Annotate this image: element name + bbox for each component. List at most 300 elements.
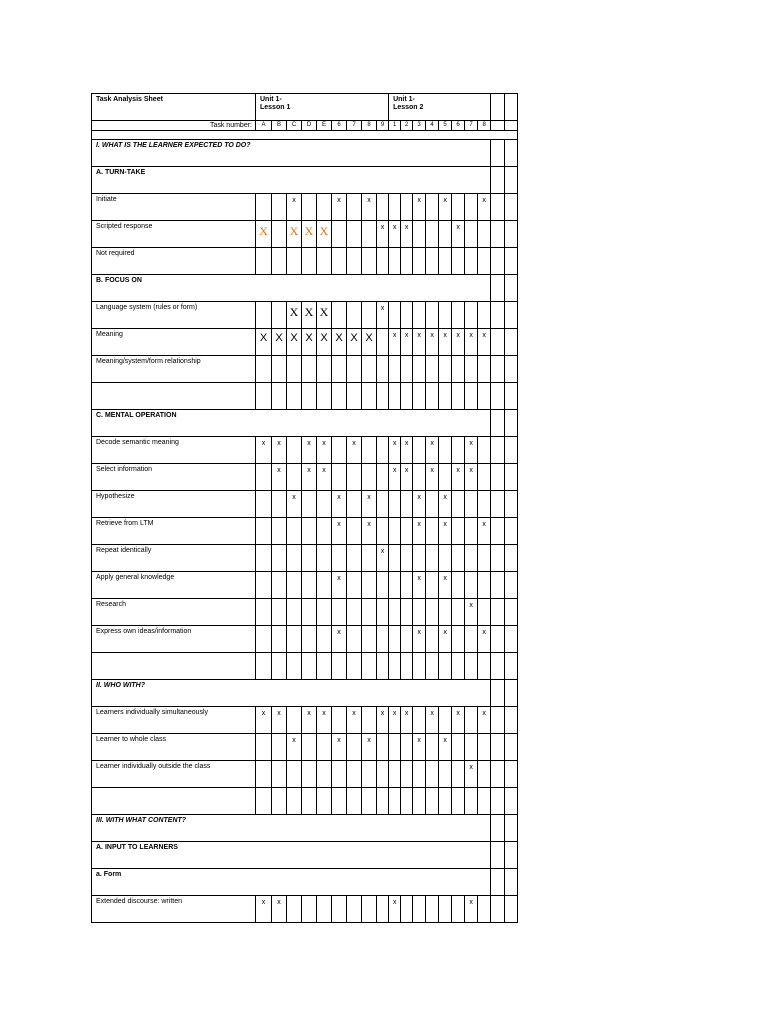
mark-cell: [401, 761, 413, 788]
mark-cell: [377, 734, 389, 761]
mark-cell: x: [317, 437, 332, 464]
row-label: Select information: [92, 464, 256, 491]
mark-cell: x: [401, 329, 413, 356]
mark-cell: x: [426, 464, 439, 491]
mark-cell: x: [389, 707, 401, 734]
mark-cell: [347, 599, 362, 626]
task-number-cell: 6: [332, 121, 347, 131]
mark-cell: [272, 599, 287, 626]
mark-cell: [426, 518, 439, 545]
mark-cell: [389, 626, 401, 653]
row-label: Meaning/system/form relationship: [92, 356, 256, 383]
title-row: [92, 94, 518, 121]
mark-cell: [256, 248, 272, 275]
mark-cell: [377, 626, 389, 653]
mark-cell: [401, 626, 413, 653]
mark-cell: [256, 464, 272, 491]
mark-cell: x: [332, 491, 347, 518]
mark-cell: [377, 761, 389, 788]
row-label: Meaning: [92, 329, 256, 356]
task-row: [92, 896, 518, 923]
mark-cell: [426, 626, 439, 653]
mark-cell: x: [317, 464, 332, 491]
mark-cell: [465, 221, 478, 248]
mark-cell: [426, 761, 439, 788]
mark-cell: [317, 356, 332, 383]
mark-cell: [272, 383, 287, 410]
mark-cell: x: [478, 518, 491, 545]
task-number-cell: B: [272, 121, 287, 131]
mark-cell: X: [317, 221, 332, 248]
spacer-row: [92, 131, 518, 140]
mark-cell: [362, 626, 377, 653]
mark-cell: [256, 653, 272, 680]
mark-cell: [272, 626, 287, 653]
task-number-cell: 7: [465, 121, 478, 131]
spare-column-cell: [491, 329, 505, 356]
mark-cell: [452, 518, 465, 545]
mark-cell: [362, 464, 377, 491]
mark-cell: [439, 896, 452, 923]
row-label: Initiate: [92, 194, 256, 221]
mark-cell: [426, 194, 439, 221]
mark-cell: [332, 383, 347, 410]
mark-cell: [465, 788, 478, 815]
spare-column-cell: [491, 572, 505, 599]
mark-cell: [389, 302, 401, 329]
task-row: [92, 761, 518, 788]
spare-column-cell: [505, 464, 518, 491]
mark-cell: [377, 464, 389, 491]
mark-cell: [317, 545, 332, 572]
mark-cell: x: [439, 518, 452, 545]
mark-cell: x: [377, 545, 389, 572]
mark-cell: [287, 599, 302, 626]
mark-cell: [413, 545, 426, 572]
task-row: [92, 734, 518, 761]
spare-column-cell: [505, 680, 518, 707]
unit-1-lesson-1-header: [256, 94, 389, 121]
section-header: I. WHAT IS THE LEARNER EXPECTED TO DO?: [92, 140, 491, 167]
mark-cell: X: [302, 302, 317, 329]
mark-cell: x: [465, 761, 478, 788]
mark-cell: [389, 383, 401, 410]
mark-cell: x: [347, 437, 362, 464]
mark-cell: [465, 491, 478, 518]
mark-cell: [302, 734, 317, 761]
mark-cell: x: [401, 707, 413, 734]
spare-column-cell: [491, 518, 505, 545]
row-label: Learner individually outside the class: [92, 761, 256, 788]
row-label: Not required: [92, 248, 256, 275]
spare-column-cell: [491, 491, 505, 518]
mark-cell: [426, 383, 439, 410]
mark-cell: x: [332, 194, 347, 221]
task-analysis-table: [91, 93, 518, 923]
mark-cell: x: [413, 518, 426, 545]
mark-cell: [287, 356, 302, 383]
mark-cell: [413, 437, 426, 464]
mark-cell: x: [413, 491, 426, 518]
mark-cell: [287, 248, 302, 275]
mark-cell: [389, 761, 401, 788]
spare-column-cell: [505, 437, 518, 464]
mark-cell: x: [439, 329, 452, 356]
mark-cell: [317, 248, 332, 275]
row-label: Learner to whole class: [92, 734, 256, 761]
mark-cell: [426, 545, 439, 572]
mark-cell: [401, 734, 413, 761]
mark-cell: X: [317, 329, 332, 356]
spare-column-cell: [491, 626, 505, 653]
spare-column-cell: [505, 896, 518, 923]
mark-cell: x: [413, 734, 426, 761]
mark-cell: [332, 545, 347, 572]
mark-cell: x: [377, 221, 389, 248]
spare-column-cell: [491, 356, 505, 383]
mark-cell: [287, 788, 302, 815]
mark-cell: X: [256, 221, 272, 248]
mark-cell: [426, 356, 439, 383]
mark-cell: [439, 356, 452, 383]
mark-cell: [332, 707, 347, 734]
mark-cell: [377, 437, 389, 464]
spare-column-cell: [491, 383, 505, 410]
mark-cell: X: [347, 329, 362, 356]
mark-cell: X: [332, 329, 347, 356]
mark-cell: [272, 356, 287, 383]
mark-cell: [389, 788, 401, 815]
section-header: III. WITH WHAT CONTENT?: [92, 815, 491, 842]
spare-column-cell: [505, 302, 518, 329]
spare-column-cell: [491, 302, 505, 329]
spare-column-cell: [505, 518, 518, 545]
row-label: Express own ideas/information: [92, 626, 256, 653]
mark-cell: [317, 734, 332, 761]
mark-cell: [465, 194, 478, 221]
mark-cell: [332, 896, 347, 923]
mark-cell: [287, 761, 302, 788]
mark-cell: [452, 599, 465, 626]
task-number-cell: D: [302, 121, 317, 131]
mark-cell: [452, 896, 465, 923]
mark-cell: [302, 383, 317, 410]
mark-cell: [347, 653, 362, 680]
mark-cell: [413, 464, 426, 491]
mark-cell: x: [332, 626, 347, 653]
mark-cell: [401, 653, 413, 680]
task-row: [92, 626, 518, 653]
section-header-row: [92, 275, 518, 302]
task-number-cell: 9: [377, 121, 389, 131]
mark-cell: [272, 545, 287, 572]
mark-cell: [347, 221, 362, 248]
section-header-row: [92, 140, 518, 167]
mark-cell: [272, 788, 287, 815]
task-row: [92, 653, 518, 680]
mark-cell: [465, 572, 478, 599]
mark-cell: [389, 248, 401, 275]
mark-cell: X: [302, 221, 317, 248]
mark-cell: [256, 545, 272, 572]
mark-cell: [317, 788, 332, 815]
mark-cell: [302, 761, 317, 788]
spare-column-cell: [491, 869, 505, 896]
mark-cell: [452, 572, 465, 599]
spare-column-cell: [491, 788, 505, 815]
mark-cell: [439, 221, 452, 248]
mark-cell: [317, 896, 332, 923]
mark-cell: [272, 221, 287, 248]
mark-cell: [317, 383, 332, 410]
task-row: [92, 356, 518, 383]
mark-cell: [439, 464, 452, 491]
mark-cell: [302, 545, 317, 572]
mark-cell: [377, 788, 389, 815]
mark-cell: [302, 491, 317, 518]
mark-cell: [272, 518, 287, 545]
mark-cell: [332, 302, 347, 329]
mark-cell: x: [362, 194, 377, 221]
mark-cell: [272, 491, 287, 518]
mark-cell: [401, 896, 413, 923]
mark-cell: [347, 383, 362, 410]
spare-column-cell: [491, 194, 505, 221]
task-row: [92, 788, 518, 815]
mark-cell: [332, 221, 347, 248]
spare-column-cell: [505, 167, 518, 194]
mark-cell: [389, 545, 401, 572]
mark-cell: x: [332, 734, 347, 761]
mark-cell: [377, 356, 389, 383]
mark-cell: [256, 491, 272, 518]
mark-cell: [478, 248, 491, 275]
spare-column-cell: [505, 599, 518, 626]
mark-cell: [478, 221, 491, 248]
mark-cell: [332, 248, 347, 275]
mark-cell: [439, 302, 452, 329]
task-row: [92, 437, 518, 464]
mark-cell: [452, 356, 465, 383]
mark-cell: [401, 788, 413, 815]
mark-cell: [362, 599, 377, 626]
mark-cell: [287, 626, 302, 653]
sheet-title: Task Analysis Sheet: [92, 94, 256, 121]
mark-cell: [377, 572, 389, 599]
mark-cell: [256, 734, 272, 761]
mark-cell: [401, 248, 413, 275]
mark-cell: [317, 572, 332, 599]
unit2-line1: Unit 1-: [393, 96, 415, 103]
mark-cell: [332, 356, 347, 383]
section-header: a. Form: [92, 869, 491, 896]
mark-cell: [426, 491, 439, 518]
spare-column-cell: [491, 896, 505, 923]
mark-cell: [332, 599, 347, 626]
mark-cell: [256, 302, 272, 329]
spare-column-cell: [505, 761, 518, 788]
mark-cell: x: [256, 896, 272, 923]
mark-cell: [465, 248, 478, 275]
mark-cell: [347, 788, 362, 815]
task-number-cell: 3: [413, 121, 426, 131]
mark-cell: [389, 194, 401, 221]
mark-cell: [452, 437, 465, 464]
mark-cell: [401, 302, 413, 329]
mark-cell: [302, 653, 317, 680]
task-row: [92, 302, 518, 329]
mark-cell: [478, 572, 491, 599]
mark-cell: [413, 653, 426, 680]
mark-cell: [478, 653, 491, 680]
mark-cell: [389, 653, 401, 680]
task-row: [92, 491, 518, 518]
mark-cell: [426, 653, 439, 680]
mark-cell: [426, 248, 439, 275]
mark-cell: x: [465, 896, 478, 923]
mark-cell: [377, 383, 389, 410]
mark-cell: [389, 356, 401, 383]
mark-cell: [317, 761, 332, 788]
task-number-cell: 4: [426, 121, 439, 131]
task-row: [92, 464, 518, 491]
mark-cell: [362, 572, 377, 599]
mark-cell: x: [439, 572, 452, 599]
mark-cell: [362, 221, 377, 248]
spare-column-cell: [491, 248, 505, 275]
section-header-row: [92, 869, 518, 896]
mark-cell: x: [452, 707, 465, 734]
spare-column-cell: [505, 572, 518, 599]
section-header-row: [92, 842, 518, 869]
mark-cell: [256, 518, 272, 545]
mark-cell: x: [302, 707, 317, 734]
mark-cell: x: [287, 734, 302, 761]
task-number-cell: 5: [439, 121, 452, 131]
section-header: A. TURN-TAKE: [92, 167, 491, 194]
mark-cell: [347, 302, 362, 329]
mark-cell: [287, 464, 302, 491]
mark-cell: x: [478, 329, 491, 356]
mark-cell: [478, 545, 491, 572]
mark-cell: [347, 194, 362, 221]
task-row: [92, 545, 518, 572]
spare-column-cell: [505, 815, 518, 842]
mark-cell: X: [302, 329, 317, 356]
row-label: Repeat identically: [92, 545, 256, 572]
spare-column-cell: [505, 383, 518, 410]
mark-cell: [377, 518, 389, 545]
spare-column-cell: [505, 842, 518, 869]
spare-column-cell: [491, 734, 505, 761]
row-label: Research: [92, 599, 256, 626]
mark-cell: [426, 572, 439, 599]
row-label: Retrieve from LTM: [92, 518, 256, 545]
mark-cell: [256, 194, 272, 221]
section-header: C. MENTAL OPERATION: [92, 410, 491, 437]
mark-cell: [347, 248, 362, 275]
spare-column-cell: [505, 329, 518, 356]
mark-cell: [317, 626, 332, 653]
mark-cell: [439, 761, 452, 788]
mark-cell: [413, 788, 426, 815]
mark-cell: [256, 788, 272, 815]
mark-cell: x: [332, 572, 347, 599]
mark-cell: [377, 329, 389, 356]
row-label: Apply general knowledge: [92, 572, 256, 599]
mark-cell: [302, 518, 317, 545]
spare-column-cell: [491, 707, 505, 734]
task-number-cell: 2: [401, 121, 413, 131]
mark-cell: x: [401, 221, 413, 248]
task-row: [92, 194, 518, 221]
mark-cell: x: [389, 464, 401, 491]
mark-cell: [377, 653, 389, 680]
spare-column-cell: [505, 707, 518, 734]
spare-column-cell: [491, 464, 505, 491]
task-row: [92, 221, 518, 248]
spare-column-cell: [505, 221, 518, 248]
task-row: [92, 599, 518, 626]
spare-column-cell: [505, 275, 518, 302]
mark-cell: [362, 896, 377, 923]
mark-cell: x: [465, 437, 478, 464]
mark-cell: [413, 356, 426, 383]
mark-cell: x: [413, 626, 426, 653]
mark-cell: [362, 545, 377, 572]
mark-cell: [478, 491, 491, 518]
mark-cell: x: [377, 302, 389, 329]
mark-cell: [377, 896, 389, 923]
mark-cell: [362, 437, 377, 464]
mark-cell: [302, 896, 317, 923]
mark-cell: [256, 599, 272, 626]
mark-cell: [452, 734, 465, 761]
mark-cell: x: [465, 329, 478, 356]
spare-column-cell: [491, 680, 505, 707]
mark-cell: [389, 599, 401, 626]
mark-cell: [478, 734, 491, 761]
mark-cell: X: [256, 329, 272, 356]
mark-cell: x: [439, 626, 452, 653]
mark-cell: X: [287, 302, 302, 329]
mark-cell: x: [478, 194, 491, 221]
mark-cell: [413, 383, 426, 410]
mark-cell: [377, 248, 389, 275]
spare-column-cell: [491, 599, 505, 626]
mark-cell: [401, 545, 413, 572]
mark-cell: x: [452, 464, 465, 491]
row-label: [92, 383, 256, 410]
mark-cell: [452, 302, 465, 329]
mark-cell: [452, 194, 465, 221]
mark-cell: [377, 599, 389, 626]
mark-cell: [302, 599, 317, 626]
mark-cell: [362, 761, 377, 788]
mark-cell: [347, 518, 362, 545]
unit1-line2: Lesson 1: [260, 104, 291, 111]
mark-cell: X: [272, 329, 287, 356]
mark-cell: [302, 248, 317, 275]
task-number-cell: 8: [362, 121, 377, 131]
mark-cell: x: [413, 194, 426, 221]
mark-cell: [478, 788, 491, 815]
mark-cell: [478, 761, 491, 788]
row-label: Hypothesize: [92, 491, 256, 518]
mark-cell: x: [362, 491, 377, 518]
mark-cell: [452, 248, 465, 275]
mark-cell: x: [389, 329, 401, 356]
